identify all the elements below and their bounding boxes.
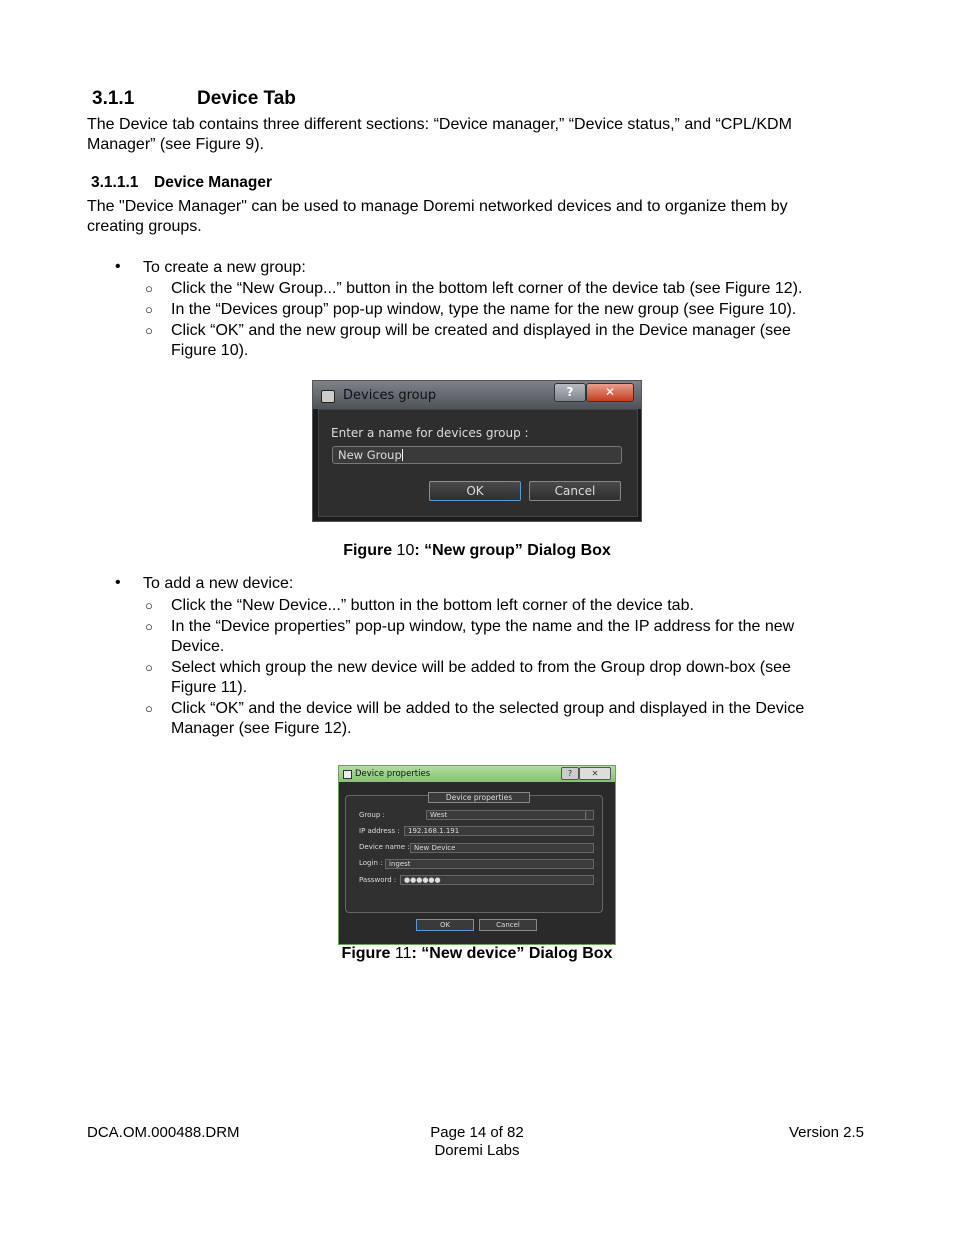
circle-bullet-icon: ○ [145, 619, 153, 634]
devices-group-dialog [312, 380, 642, 522]
footer-page-number: Page 14 of 82 [430, 1124, 524, 1141]
device-properties-dialog [338, 765, 616, 945]
dialog-title: Devices group [343, 388, 437, 403]
login-label: Login : [359, 859, 383, 867]
group-name-prompt: Enter a name for devices group : [331, 426, 529, 440]
group-select[interactable] [426, 810, 594, 820]
footer-version: Version 2.5 [788, 1124, 864, 1141]
figure-10-caption [0, 542, 954, 560]
circle-bullet-icon: ○ [145, 598, 153, 613]
group-value: West [430, 811, 448, 819]
ip-address-label: IP address : [359, 827, 400, 835]
dialog-title: Device properties [355, 769, 431, 779]
section-intro-line2: Manager” (see Figure 9). [87, 136, 264, 153]
close-button[interactable]: ✕ [579, 767, 611, 780]
caption-text: : “New group” Dialog Box [414, 542, 611, 559]
device-name-label: Device name : [359, 843, 410, 851]
bullet-icon: • [115, 574, 121, 591]
footer-company: Doremi Labs [434, 1142, 520, 1159]
device-name-field[interactable]: New Device [410, 843, 594, 853]
circle-bullet-icon: ○ [145, 660, 153, 675]
subsection-intro-line1: The "Device Manager" can be used to manage Doremi networked devices and to organize them by [87, 198, 788, 215]
subsection-intro-line2: creating groups. [87, 218, 202, 235]
device-step-3-cont: Figure 11). [171, 679, 248, 696]
properties-legend: Device properties [428, 792, 530, 803]
login-field[interactable]: ingest [385, 859, 594, 869]
device-step-3: Select which group the new device will be added to from the Group drop down-box (see [171, 659, 791, 676]
app-icon [343, 770, 352, 779]
dialog-titlebar [339, 766, 615, 782]
dropdown-separator-icon: | [584, 811, 587, 819]
caption-label: Figure [341, 945, 391, 962]
text-caret [402, 449, 403, 461]
caption-number: 10 [396, 542, 415, 559]
caption-number: 11 [394, 945, 412, 962]
device-steps-lead: To add a new device: [143, 575, 294, 592]
ok-button[interactable]: OK [416, 919, 474, 931]
device-step-1: Click the “New Device...” button in the bottom left corner of the device tab. [171, 597, 694, 614]
circle-bullet-icon: ○ [145, 302, 153, 317]
password-field[interactable]: ●●●●●● [400, 875, 594, 885]
group-step-2: In the “Devices group” pop-up window, type the name for the new group (see Figure 10). [171, 301, 797, 318]
subsection-title: Device Manager [154, 174, 273, 191]
bullet-icon: • [115, 258, 121, 275]
group-steps-lead: To create a new group: [143, 259, 306, 276]
close-button[interactable]: ✕ [586, 383, 634, 402]
group-step-3-cont: Figure 10). [171, 342, 249, 359]
device-step-4: Click “OK” and the device will be added to the selected group and displayed in the Device [171, 700, 805, 717]
ip-address-field[interactable]: 192.168.1.191 [404, 826, 594, 836]
cancel-button[interactable]: Cancel [529, 481, 621, 501]
dialog-titlebar [313, 381, 641, 409]
circle-bullet-icon: ○ [145, 281, 153, 296]
caption-text: : “New device” Dialog Box [411, 945, 613, 962]
help-button[interactable]: ? [554, 383, 586, 402]
ok-button[interactable]: OK [429, 481, 521, 501]
device-step-2: In the “Device properties” pop-up window, type the name and the IP address for the new [171, 618, 795, 635]
group-step-3: Click “OK” and the new group will be created and displayed in the Device manager (see [171, 322, 791, 339]
circle-bullet-icon: ○ [145, 323, 153, 338]
section-number: 3.1.1 [92, 88, 135, 109]
figure-11-caption [0, 945, 954, 963]
device-step-4-cont: Manager (see Figure 12). [171, 720, 352, 737]
section-title: Device Tab [197, 88, 296, 109]
section-intro-line1: The Device tab contains three different sections: “Device manager,” “Device status,” and “CPL/KDM [87, 116, 792, 133]
group-step-1: Click the “New Group...” button in the bottom left corner of the device tab (see Figure 12). [171, 280, 803, 297]
group-label: Group : [359, 811, 385, 819]
password-label: Password : [359, 876, 397, 884]
caption-label: Figure [343, 542, 393, 559]
device-step-2-cont: Device. [171, 638, 225, 655]
help-button[interactable]: ? [561, 767, 579, 780]
group-name-value: New Group [338, 448, 402, 462]
circle-bullet-icon: ○ [145, 701, 153, 716]
group-name-input[interactable] [332, 446, 622, 464]
subsection-number: 3.1.1.1 [91, 174, 139, 191]
footer-doc-id: DCA.OM.000488.DRM [87, 1124, 240, 1141]
app-icon [321, 390, 335, 403]
cancel-button[interactable]: Cancel [479, 919, 537, 931]
